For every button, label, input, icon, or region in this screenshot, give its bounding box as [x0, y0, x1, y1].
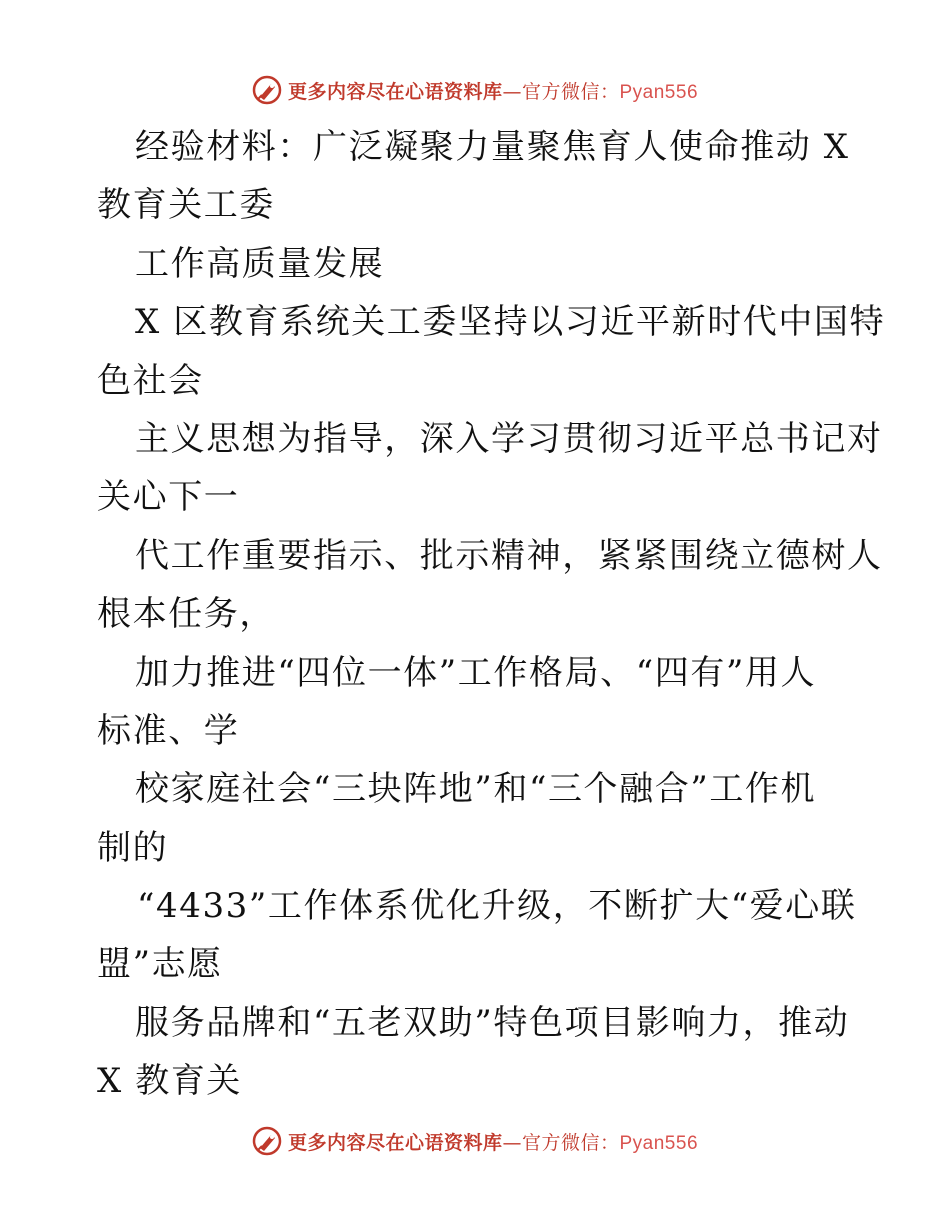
doc-line: “4433”工作体系优化升级，不断扩大“爱心联 [137, 886, 857, 927]
footer-watermark [0, 1124, 950, 1158]
watermark-label: 官方微信： [521, 80, 620, 103]
doc-line: 根本任务， [97, 594, 275, 635]
doc-line: 加力推进“四位一体”工作格局、“四有”用人 [135, 652, 817, 693]
doc-line: 经验材料：广泛凝聚力量聚焦育人使命推动 X [135, 127, 850, 167]
doc-line: 代工作重要指示、批示精神，紧紧围绕立德树人 [135, 535, 883, 576]
pen-nib-logo-icon [252, 1126, 282, 1156]
doc-line: 制的 [97, 827, 169, 868]
watermark-id: Pyan556 [619, 1132, 699, 1154]
watermark-id: Pyan556 [619, 81, 699, 103]
watermark-title: 更多内容尽在心语资料库 [287, 1131, 503, 1154]
doc-line: 盟”志愿 [97, 944, 223, 985]
doc-line: 工作高质量发展 [135, 243, 385, 284]
doc-line: 标准、学 [97, 710, 240, 751]
watermark-label: 官方微信： [521, 1131, 620, 1154]
watermark-separator: — [502, 80, 522, 103]
watermark-text [288, 1128, 698, 1155]
doc-line: X 区教育系统关工委坚持以习近平新时代中国特 [135, 302, 886, 343]
doc-line: X 教育关 [97, 1061, 243, 1102]
header-watermark [0, 73, 950, 107]
watermark-separator: — [502, 1131, 522, 1154]
document-body [97, 118, 886, 1111]
doc-line: 校家庭社会“三块阵地”和“三个融合”工作机 [135, 769, 817, 810]
watermark-title: 更多内容尽在心语资料库 [287, 80, 503, 103]
doc-line: 服务品牌和“五老双助”特色项目影响力，推动 [135, 1002, 850, 1043]
doc-line: 色社会 [97, 360, 204, 401]
doc-line: 关心下一 [97, 477, 240, 518]
doc-line: 主义思想为指导，深入学习贯彻习近平总书记对 [135, 418, 883, 459]
watermark-text [288, 77, 698, 104]
doc-line: 教育关工委 [97, 185, 275, 226]
pen-nib-logo-icon [252, 75, 282, 105]
